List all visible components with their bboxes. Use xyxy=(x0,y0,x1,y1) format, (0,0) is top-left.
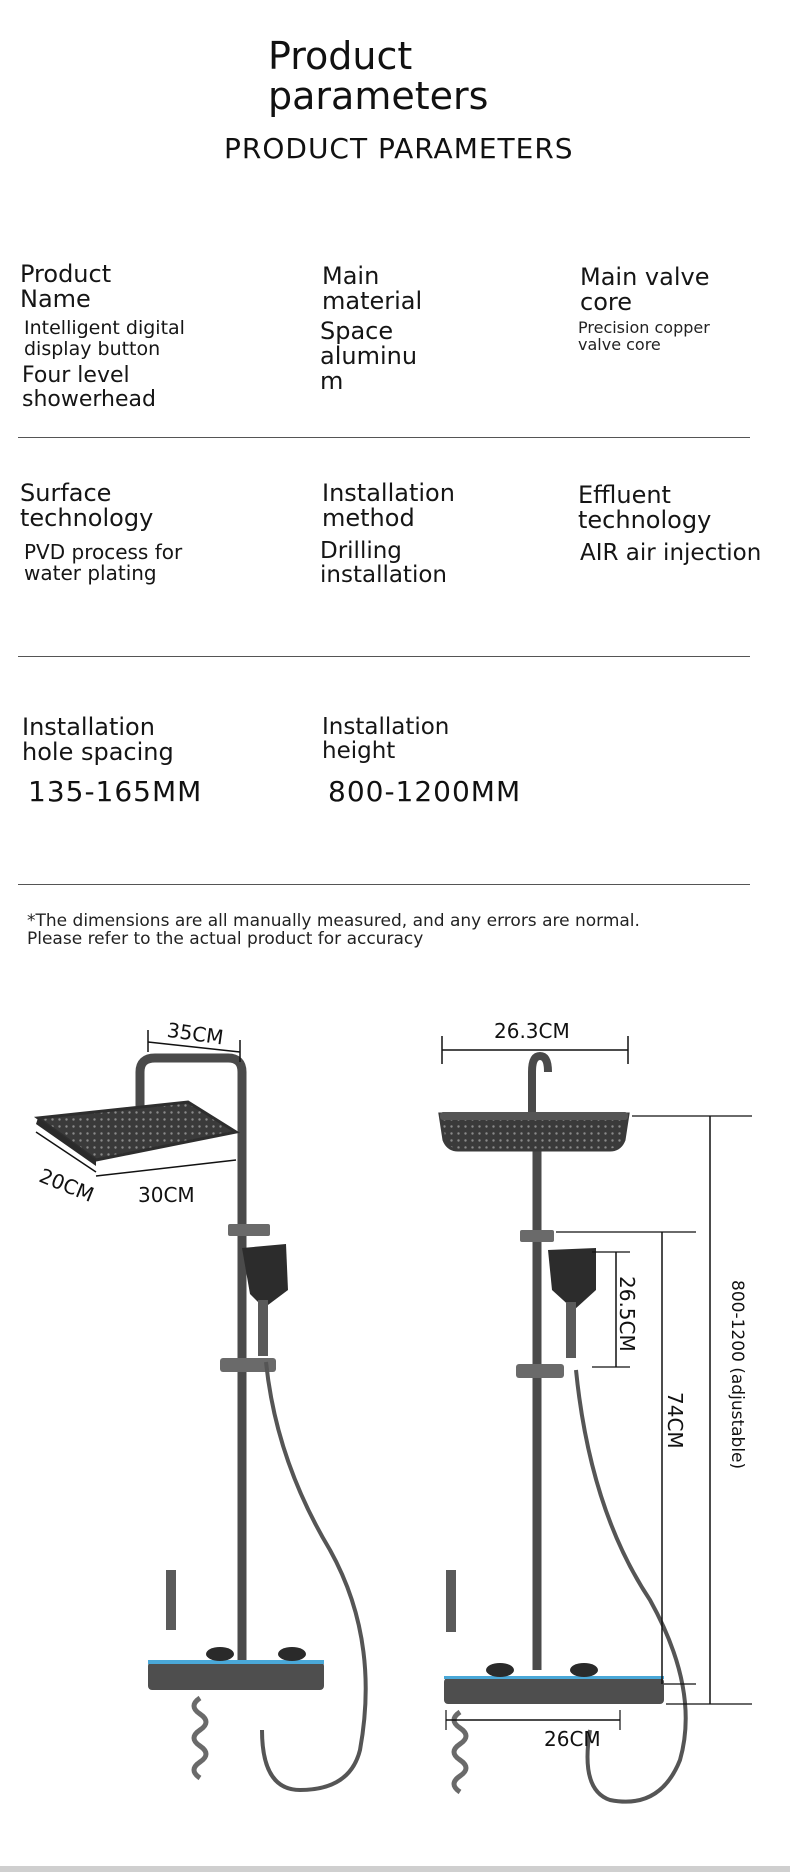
shower-right-clamp xyxy=(520,1230,554,1242)
main-valve-core-value: Precision copper valve core xyxy=(578,318,710,354)
installation-method-label: Installation method xyxy=(322,479,455,532)
main-material-label: Main material xyxy=(322,262,423,315)
shower-right xyxy=(440,1019,752,1802)
dim-handheld: 26.5CM xyxy=(615,1276,639,1352)
bottom-edge xyxy=(0,1866,790,1872)
shower-right-panel xyxy=(444,1678,664,1704)
dim-head-width: 30CM xyxy=(138,1183,195,1207)
effluent-technology-label: Effluent technology xyxy=(578,481,712,534)
shower-right-spring-hose xyxy=(454,1712,466,1792)
main-valve-core-label: Main valve core xyxy=(580,263,710,316)
shower-left-clamp xyxy=(228,1224,270,1236)
page-subtitle: PRODUCT PARAMETERS xyxy=(224,132,574,165)
divider-1 xyxy=(18,437,750,438)
dim-head-front: 26.3CM xyxy=(494,1019,570,1043)
installation-height-label: Installation height xyxy=(322,714,450,764)
shower-left-hose xyxy=(262,1362,366,1790)
disclaimer-note: *The dimensions are all manually measured, and any errors are normal. Please refer to the actual product for accuracy xyxy=(27,911,640,949)
shower-left-head xyxy=(38,1102,236,1160)
installation-height-value: 800-1200MM xyxy=(328,775,522,808)
main-material-value: Space aluminu m xyxy=(320,317,418,395)
title-line-1: Product xyxy=(268,34,413,78)
shower-left-handheld xyxy=(242,1244,288,1308)
product-name-label: Product Name xyxy=(20,260,112,313)
dim-bar-height: 74CM xyxy=(663,1392,687,1449)
title-line-2: parameters xyxy=(268,74,489,118)
surface-technology-label: Surface technology xyxy=(20,479,154,532)
effluent-technology-value: AIR air injection xyxy=(580,540,762,566)
page-title xyxy=(268,36,488,116)
dim-head-side: 20CM xyxy=(35,1163,98,1207)
hole-spacing-value: 135-165MM xyxy=(28,775,203,808)
product-name-value-a: Intelligent digital display button xyxy=(24,317,185,360)
dim-panel: 26CM xyxy=(544,1727,601,1751)
hole-spacing-label: Installation hole spacing xyxy=(22,713,174,766)
installation-method-value: Drilling installation xyxy=(320,538,447,588)
dim-overall: 800-1200 (adjustable) xyxy=(727,1280,747,1470)
divider-3 xyxy=(18,884,750,885)
product-name-value-b: Four level showerhead xyxy=(22,363,156,412)
dim-head-depth: 35CM xyxy=(165,1017,225,1050)
surface-technology-value: PVD process for water plating xyxy=(24,540,183,585)
shower-right-slider xyxy=(516,1364,564,1378)
divider-2 xyxy=(18,656,750,657)
shower-left-panel xyxy=(148,1662,324,1690)
shower-left xyxy=(36,1018,366,1790)
shower-dimension-diagram xyxy=(0,990,790,1840)
shower-left-spring-hose xyxy=(194,1698,206,1778)
shower-right-handheld xyxy=(548,1248,596,1310)
